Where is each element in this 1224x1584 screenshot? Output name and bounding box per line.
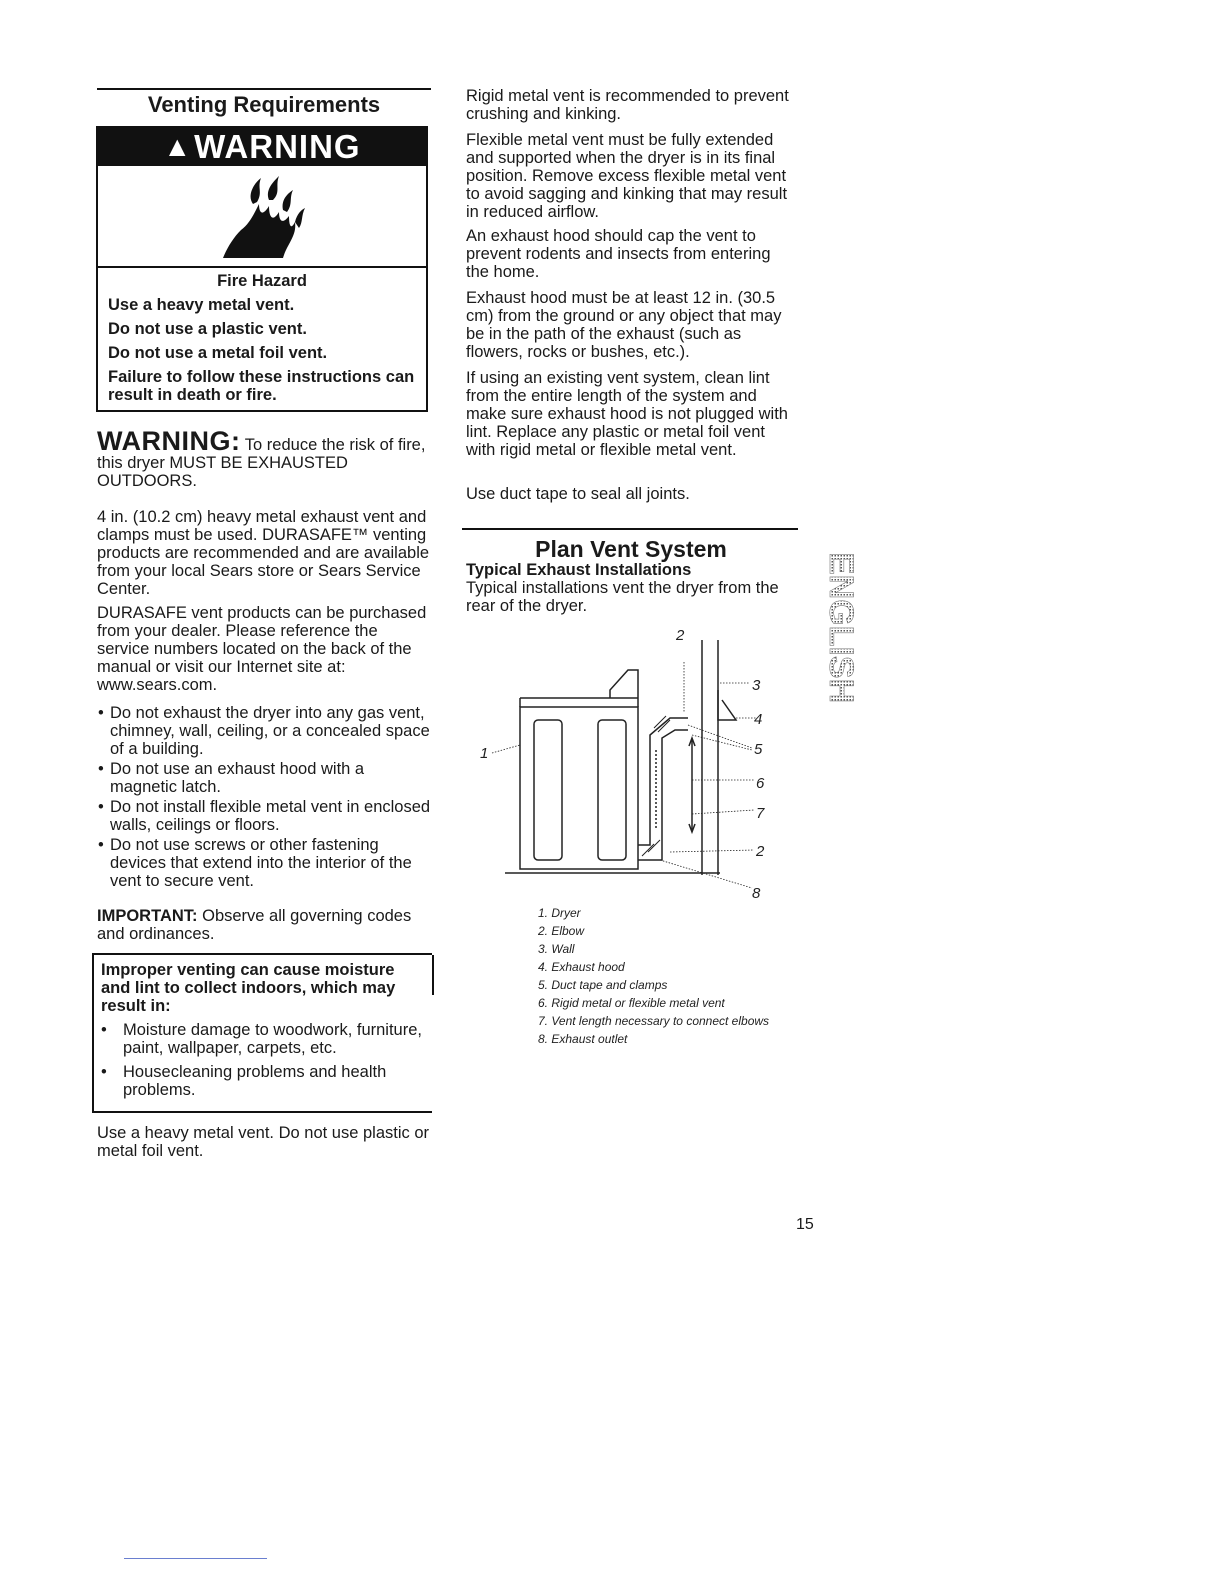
exhaust-hood-paragraph: An exhaust hood should cap the vent to prevent rodents and insects from entering the home. bbox=[466, 227, 771, 281]
diagram-legend bbox=[538, 904, 778, 1048]
duct-tape-paragraph: Use duct tape to seal all joints. bbox=[466, 485, 690, 503]
vent-installation-diagram bbox=[470, 620, 790, 905]
rigid-vent-paragraph: Rigid metal vent is recommended to prevent crushing and kinking. bbox=[466, 87, 789, 123]
list-item: • Do not install flexible metal vent in enclosed walls, ceilings or floors. bbox=[97, 798, 432, 834]
legend-item: 3. Wall bbox=[538, 942, 575, 956]
legend-item: 6. Rigid metal or flexible metal vent bbox=[538, 996, 725, 1010]
list-item: • Housecleaning problems and health problems. bbox=[101, 1063, 424, 1099]
section-title-plan: Plan Vent System bbox=[535, 536, 727, 562]
hood-distance-paragraph: Exhaust hood must be at least 12 in. (30.5 cm) from the ground or any object that may be in the path of the exhaust (such as flowers, rocks or bushes, etc.). bbox=[466, 289, 782, 361]
legend-item: 4. Exhaust hood bbox=[538, 960, 625, 974]
legend-item: 8. Exhaust outlet bbox=[538, 1032, 628, 1046]
legend-item: 1. Dryer bbox=[538, 906, 581, 920]
warning-text: To reduce the risk of fire, this dryer MUST BE EXHAUSTED OUTDOORS. bbox=[97, 436, 426, 490]
warning-line-3: Do not use a metal foil vent. bbox=[108, 344, 328, 362]
durasafe-paragraph: DURASAFE vent products can be purchased from your dealer. Please reference the service numbers located on the back of the manual or visit our Internet site at: www.sears.com. bbox=[97, 604, 427, 694]
list-item: • Do not use an exhaust hood with a magnetic latch. bbox=[97, 760, 432, 796]
warning-box bbox=[96, 126, 428, 412]
warning-label: WARNING: bbox=[97, 426, 241, 456]
moisture-warning-box bbox=[92, 953, 432, 1113]
diagram-label-vent: 6 bbox=[756, 775, 765, 792]
language-side-tab bbox=[806, 552, 860, 730]
legend-item: 5. Duct tape and clamps bbox=[538, 978, 668, 992]
legend-item: 2. Elbow bbox=[538, 924, 585, 938]
diagram-label-elbow-bottom: 2 bbox=[756, 843, 765, 860]
warning-consequence: Failure to follow these instructions can result in death or fire. bbox=[108, 368, 415, 404]
important-label: IMPORTANT: bbox=[97, 907, 198, 925]
subheading-typical: Typical Exhaust Installations bbox=[466, 561, 692, 579]
list-item: • Do not exhaust the dryer into any gas vent, chimney, wall, ceiling, or a concealed space of a building. bbox=[97, 704, 432, 758]
important-text: Observe all governing codes and ordinances. bbox=[97, 907, 412, 943]
diagram-label-outlet: 8 bbox=[752, 885, 761, 902]
fire-hazard-label: Fire Hazard bbox=[217, 272, 307, 290]
fire-hazard-icon bbox=[213, 166, 313, 266]
list-item: • Do not use screws or other fastening devices that extend into the interior of the vent to secure vent. bbox=[97, 836, 432, 890]
diagram-label-length: 7 bbox=[756, 805, 765, 822]
final-paragraph: Use a heavy metal vent. Do not use plastic or metal foil vent. bbox=[97, 1124, 429, 1160]
intro-paragraph: Typical installations vent the dryer from the rear of the dryer. bbox=[466, 579, 779, 615]
side-tab-label: ENGLISH bbox=[822, 552, 860, 704]
legend-item: 7. Vent length necessary to connect elbows bbox=[538, 1014, 770, 1028]
bottom-divider bbox=[124, 1558, 267, 1559]
warning-line-1: Use a heavy metal vent. bbox=[108, 296, 295, 314]
warning-header-label: WARNING bbox=[194, 128, 361, 165]
list-item: • Moisture damage to woodwork, furniture, paint, wallpaper, carpets, etc. bbox=[101, 1021, 424, 1057]
vent-size-paragraph: 4 in. (10.2 cm) heavy metal exhaust vent and clamps must be used. DURASAFE™ venting products are recommended and are available from your local Sears store or Sears Service Center. bbox=[97, 508, 430, 598]
venting-bullets bbox=[97, 704, 432, 892]
warning-triangle-icon: ▲ bbox=[163, 131, 193, 162]
diagram-label-hood: 4 bbox=[754, 711, 763, 728]
warning-line-2: Do not use a plastic vent. bbox=[108, 320, 307, 338]
existing-system-paragraph: If using an existing vent system, clean lint from the entire length of the system and make sure exhaust hood is not plugged with lint. Replace any plastic or metal foil vent with rigid metal or flexible metal vent. bbox=[466, 369, 788, 459]
moisture-heading: Improper venting can cause moisture and lint to collect indoors, which may result in: bbox=[101, 961, 396, 1015]
section-title-venting: Venting Requirements bbox=[147, 92, 381, 117]
diagram-label-tape: 5 bbox=[754, 741, 763, 758]
title-rule-right bbox=[462, 528, 798, 530]
diagram-label-elbow-top: 2 bbox=[676, 627, 685, 644]
title-rule-left bbox=[97, 88, 431, 90]
diagram-label-wall: 3 bbox=[752, 677, 761, 694]
important-paragraph bbox=[97, 907, 432, 943]
page-number: 15 bbox=[796, 1216, 814, 1233]
diagram-label-dryer: 1 bbox=[480, 745, 489, 762]
warning-header bbox=[98, 128, 426, 166]
flexible-vent-paragraph: Flexible metal vent must be fully extended and supported when the dryer is in its final position. Remove excess flexible metal vent to avoid sagging and kinking that may result in reduced airflow. bbox=[466, 131, 788, 221]
warning-paragraph bbox=[97, 426, 432, 490]
